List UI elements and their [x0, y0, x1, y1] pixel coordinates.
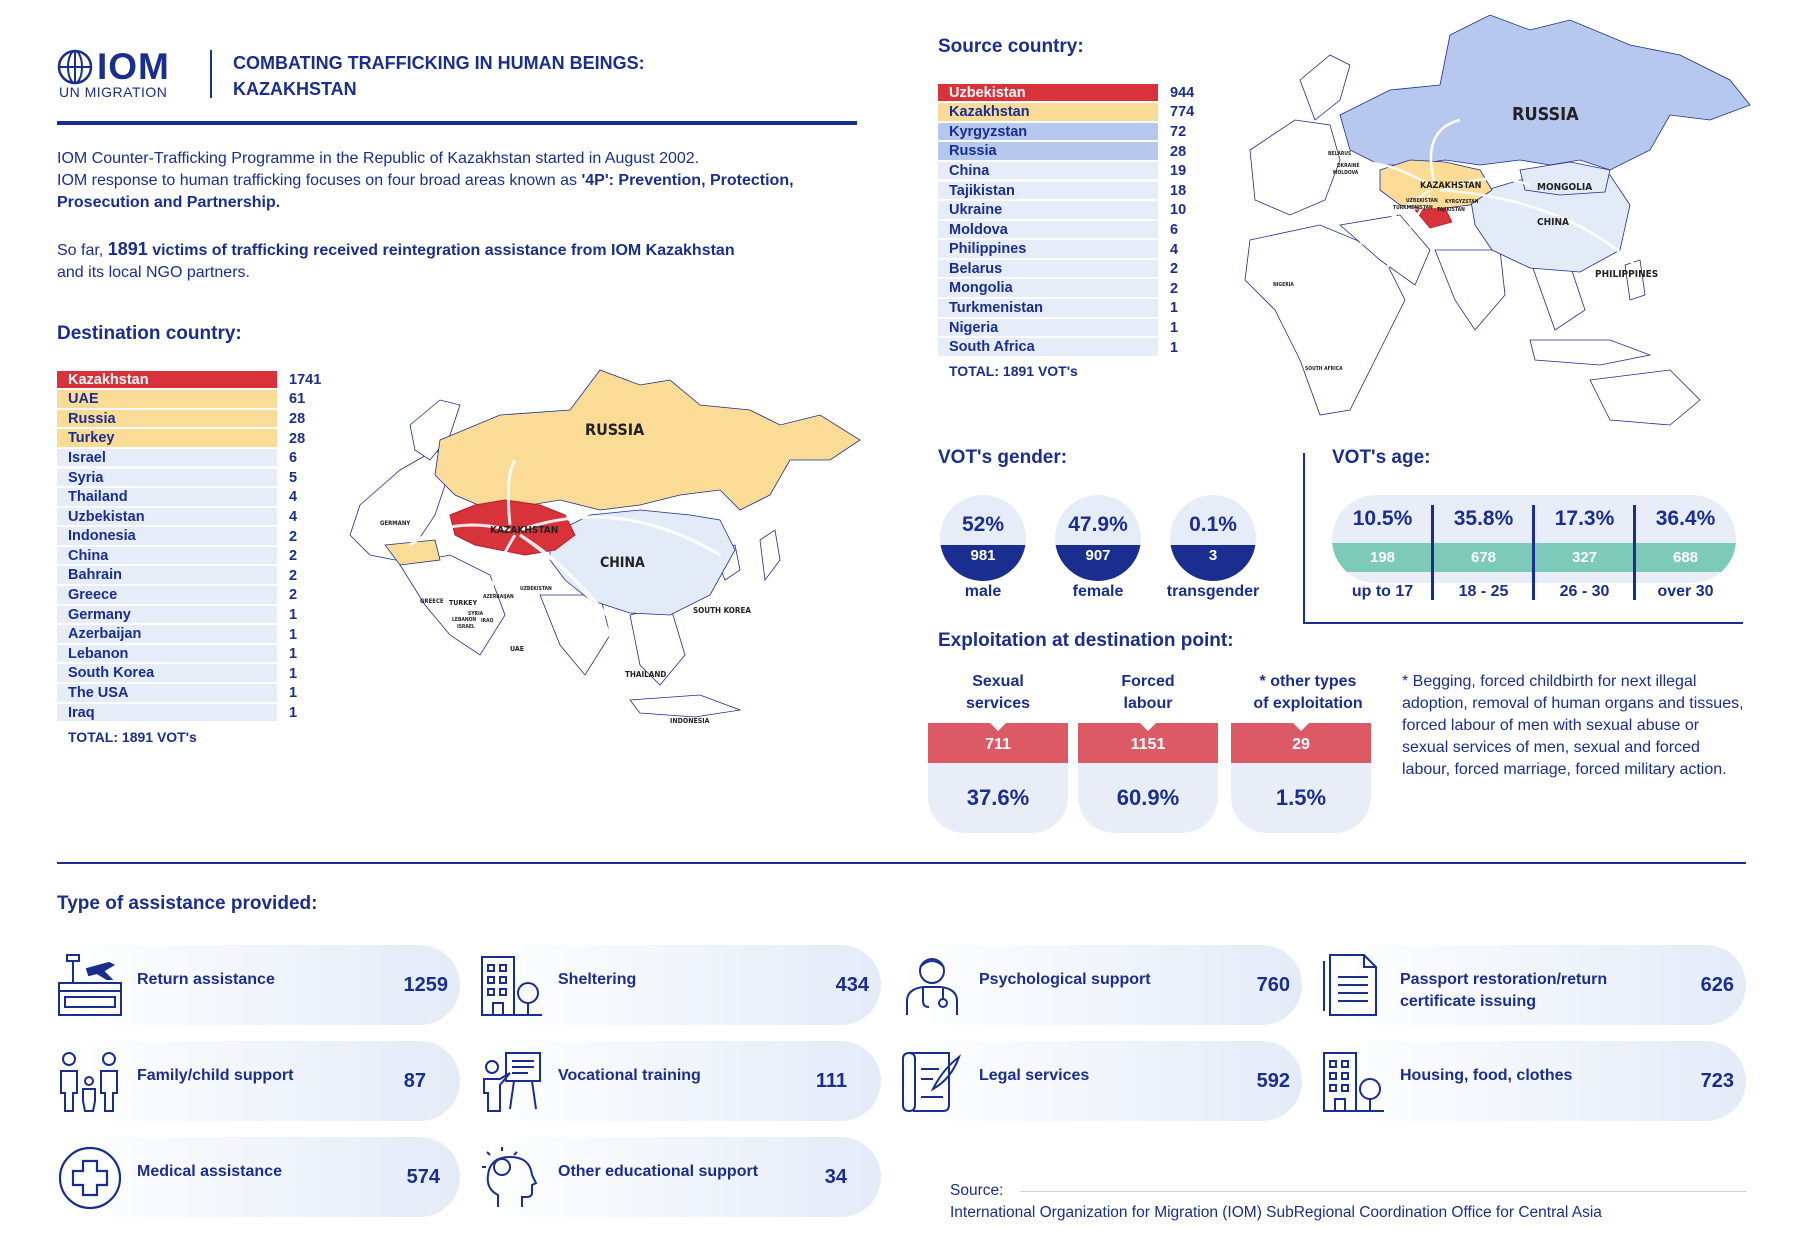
victims-count: 1891	[107, 239, 148, 259]
map-label-china: CHINA	[600, 555, 645, 571]
table-row	[57, 468, 321, 488]
country-name: Russia	[938, 142, 1158, 161]
country-value: 2	[289, 548, 298, 565]
exploitation-heading-line: Sexual	[972, 673, 1024, 690]
assistance-legal	[899, 1041, 1302, 1121]
table-row	[938, 279, 1194, 299]
teacher-icon	[478, 1049, 544, 1115]
table-row	[938, 122, 1194, 142]
exploitation-heading	[1078, 671, 1218, 715]
country-value: 1	[289, 606, 298, 623]
table-row	[938, 259, 1194, 279]
map-label-russia: RUSSIA	[1512, 104, 1579, 125]
country-value: 774	[1170, 104, 1195, 121]
exploitation-count: 29	[1292, 736, 1310, 753]
country-value: 1	[1170, 300, 1179, 317]
map-label-lebanon: LEBANON	[452, 617, 477, 623]
assistance-value: 760	[1256, 974, 1290, 996]
iom-logo	[57, 47, 207, 99]
country-value: 6	[1170, 221, 1179, 238]
age-group-2	[1433, 495, 1534, 572]
assistance-label: Legal services	[979, 1067, 1090, 1084]
map-label-uzbekistan: UZBEKISTAN	[1406, 198, 1438, 204]
country-name: Iraq	[57, 704, 277, 723]
intro-paragraph-2	[57, 238, 887, 284]
country-value: 944	[1170, 84, 1195, 101]
country-name: South Korea	[57, 664, 277, 683]
country-name: Belarus	[938, 260, 1158, 279]
exploitation-card-labour	[1078, 723, 1218, 833]
country-name: Kazakhstan	[938, 103, 1158, 122]
source-table	[938, 83, 1194, 379]
map-label-turkmenistan: TURKMENISTAN	[1393, 205, 1433, 211]
globe-logo-icon	[57, 49, 93, 85]
table-row	[57, 527, 321, 547]
gender-label: male	[964, 583, 1002, 600]
country-name: Moldova	[938, 221, 1158, 240]
map-label-germany: GERMANY	[380, 520, 411, 527]
table-row	[57, 684, 321, 704]
country-name: Uzbekistan	[57, 508, 277, 527]
house-icon	[1320, 1049, 1386, 1115]
assistance-label: Psychological support	[979, 971, 1151, 988]
country-value: 10	[1170, 202, 1187, 219]
table-row	[57, 625, 321, 645]
assistance-sheltering	[478, 945, 881, 1025]
assistance-value: 1259	[403, 974, 448, 996]
exploitation-footnote: * Begging, forced childbirth for next illegal adoption, removal of human organs and tissues, forced labour of men with sexual abuse or sexual services of men, sexual and forced labour, forced marriage, forced military action.	[1402, 673, 1744, 778]
age-count: 327	[1571, 549, 1598, 566]
assistance-label: Medical assistance	[137, 1163, 282, 1180]
exploitation-card-other	[1231, 723, 1371, 833]
assistance-value: 723	[1700, 1070, 1734, 1092]
country-value: 1	[289, 685, 298, 702]
gender-count: 3	[1170, 545, 1256, 581]
table-total: TOTAL: 1891 VOT's	[949, 363, 1078, 380]
table-row	[938, 220, 1194, 240]
age-label: over 30	[1657, 583, 1714, 600]
assistance-value: 34	[824, 1166, 847, 1188]
table-row	[57, 664, 321, 684]
age-group-3	[1534, 495, 1635, 572]
title-line-1: COMBATING TRAFFICKING IN HUMAN BEINGS:	[233, 53, 645, 73]
country-value: 2	[1170, 261, 1179, 278]
assistance-housing	[1320, 1041, 1746, 1121]
country-value: 1	[289, 704, 298, 721]
country-value: 19	[1170, 163, 1187, 180]
intro-line: So far,	[57, 242, 108, 259]
exploitation-pct: 60.9%	[1116, 785, 1180, 810]
country-name: Turkmenistan	[938, 299, 1158, 318]
map-label-moldova: MOLDOVA	[1333, 170, 1359, 176]
table-row	[938, 103, 1194, 123]
doctor-icon	[899, 953, 965, 1019]
age-pct: 17.3%	[1554, 507, 1615, 530]
gender-female-circle	[1055, 495, 1141, 581]
map-label-iraq: IRAQ	[481, 618, 494, 624]
assistance-label: Passport restoration/return certificate issuing	[1400, 971, 1608, 1010]
intro-line: IOM Counter-Trafficking Programme in the Republic of Kazakhstan started in August 2002.	[57, 150, 700, 167]
age-title: VOT's age:	[1332, 447, 1431, 468]
map-label-israel: ISRAEL	[457, 624, 475, 630]
age-label: 18 - 25	[1458, 583, 1509, 600]
assistance-value: 592	[1256, 1070, 1290, 1092]
map-label-azerbaijan: AZERBAIJAN	[483, 594, 514, 600]
country-name: Nigeria	[938, 319, 1158, 338]
map-label-belarus: BELARUS	[1328, 151, 1352, 157]
country-name: Philippines	[938, 240, 1158, 259]
logo-subtitle: UN MIGRATION	[59, 84, 168, 100]
map-label-kazakhstan: KAZAKHSTAN	[490, 525, 559, 536]
country-name: Thailand	[57, 488, 277, 507]
table-row	[938, 161, 1194, 181]
section-divider	[1303, 453, 1305, 623]
country-name: Bahrain	[57, 566, 277, 585]
assistance-value: 111	[815, 1070, 847, 1092]
map-label-tajikistan: TAJIKISTAN	[1437, 207, 1465, 213]
country-value: 1741	[289, 371, 322, 388]
country-name: Russia	[57, 410, 277, 429]
country-name: South Africa	[938, 338, 1158, 357]
country-value: 2	[289, 587, 298, 604]
assistance-medical	[57, 1137, 460, 1217]
country-value: 6	[289, 450, 298, 467]
notch-marker	[990, 723, 1006, 731]
destination-table	[57, 370, 321, 745]
exploitation-heading-line: of exploitation	[1253, 695, 1363, 712]
map-label-china: CHINA	[1537, 217, 1569, 228]
age-label: up to 17	[1351, 583, 1414, 600]
country-name: China	[57, 547, 277, 566]
country-value: 2	[289, 567, 298, 584]
japan-shape	[760, 530, 780, 580]
age-group-1	[1332, 495, 1433, 572]
russia-shape	[435, 370, 860, 510]
gender-label: transgender	[1166, 583, 1260, 600]
assistance-title: Type of assistance provided:	[57, 893, 318, 914]
exploitation-heading	[928, 671, 1068, 715]
table-row	[938, 201, 1194, 221]
gender-label: female	[1072, 583, 1124, 600]
intro-line: and its local NGO partners.	[57, 264, 250, 281]
table-row	[57, 488, 321, 508]
map-label-ukraine: UKRAINE	[1337, 163, 1360, 169]
source-map	[1230, 10, 1760, 430]
assistance-label: Family/child support	[137, 1067, 294, 1084]
map-label-kyrgyzstan: KYRGYZSTAN	[1445, 199, 1479, 205]
australia-shape	[1590, 370, 1700, 425]
table-row	[57, 370, 321, 390]
assistance-vocational	[478, 1041, 881, 1121]
age-group-4	[1635, 495, 1736, 572]
exploitation-heading-line: * other types	[1259, 673, 1357, 690]
country-name: The USA	[57, 684, 277, 703]
country-name: Israel	[57, 449, 277, 468]
exploitation-count-bar	[928, 723, 1068, 763]
notch-marker	[1140, 723, 1156, 731]
country-value: 4	[289, 508, 298, 525]
map-label-mongolia: MONGOLIA	[1537, 182, 1593, 193]
country-name: Mongolia	[938, 279, 1158, 298]
map-label-uzbekistan: UZBEKISTAN	[520, 586, 552, 592]
map-label-kazakhstan: KAZAKHSTAN	[1420, 181, 1482, 191]
section-divider	[1303, 622, 1743, 624]
gender-pct: 52%	[961, 513, 1005, 536]
exploitation-card-sexual	[928, 723, 1068, 833]
country-value: 1	[1170, 339, 1179, 356]
table-row	[57, 429, 321, 449]
country-value: 2	[1170, 280, 1179, 297]
gender-male-circle	[940, 495, 1026, 581]
source-label: Source:	[950, 1182, 1004, 1199]
country-name: Tajikistan	[938, 182, 1158, 201]
intro-paragraph-1	[57, 148, 887, 214]
intro-line: IOM response to human trafficking focuses on four broad areas known as	[57, 172, 582, 189]
gender-transgender-circle	[1170, 495, 1256, 581]
table-row	[57, 546, 321, 566]
assistance-value: 434	[835, 974, 869, 996]
table-row	[57, 586, 321, 606]
table-row	[57, 448, 321, 468]
age-pct: 10.5%	[1352, 507, 1413, 530]
exploitation-count: 711	[985, 736, 1011, 753]
country-name: Kazakhstan	[57, 371, 277, 390]
logo-text: IOM	[97, 46, 170, 87]
table-row	[57, 390, 321, 410]
title-line-2: KAZAKHSTAN	[233, 79, 357, 99]
country-value: 1	[289, 646, 298, 663]
country-value: 28	[289, 410, 306, 427]
assistance-label: Sheltering	[558, 971, 637, 988]
building-icon	[478, 953, 544, 1019]
age-count: 688	[1672, 549, 1699, 566]
header-divider	[210, 50, 212, 98]
exploitation-count: 1151	[1130, 736, 1166, 753]
assistance-value: 574	[406, 1166, 440, 1188]
country-value: 1	[289, 665, 298, 682]
country-name: Turkey	[57, 429, 277, 448]
assistance-value: 626	[1700, 974, 1734, 996]
country-name: China	[938, 162, 1158, 181]
table-row	[938, 338, 1194, 358]
table-total: TOTAL: 1891 VOT's	[68, 728, 197, 745]
assistance-family	[57, 1041, 460, 1121]
family-icon	[57, 1049, 123, 1115]
age-count: 678	[1470, 549, 1497, 566]
source-title: Source country:	[938, 36, 1084, 57]
country-value: 28	[289, 430, 306, 447]
map-label-greece: GREECE	[420, 598, 444, 605]
table-row	[57, 703, 321, 723]
assistance-return	[57, 945, 460, 1025]
map-label-south-korea: SOUTH KOREA	[693, 606, 751, 615]
assistance-value: 87	[403, 1070, 426, 1092]
country-value: 1	[1170, 319, 1179, 336]
table-row	[57, 566, 321, 586]
age-pct: 36.4%	[1655, 507, 1716, 530]
country-name: Azerbaijan	[57, 625, 277, 644]
exploitation-heading	[1228, 671, 1388, 715]
table-row	[57, 644, 321, 664]
gender-count: 907	[1055, 545, 1141, 581]
country-name: Indonesia	[57, 527, 277, 546]
intro-bold: victims of trafficking received reintegration assistance from IOM Kazakhstan	[147, 242, 735, 259]
header-rule	[57, 121, 857, 125]
country-name: Kyrgyzstan	[938, 123, 1158, 142]
document-icon	[1320, 953, 1386, 1019]
gender-count: 981	[940, 545, 1026, 581]
destination-map	[340, 365, 890, 745]
europe-shape	[1250, 120, 1340, 215]
map-label-philippines: PHILIPPINES	[1595, 269, 1659, 280]
country-value: 18	[1170, 182, 1187, 199]
destination-title: Destination country:	[57, 323, 242, 344]
table-row	[938, 318, 1194, 338]
table-row	[938, 83, 1194, 103]
map-label-thailand: THAILAND	[625, 670, 667, 679]
country-value: 5	[289, 469, 298, 486]
exploitation-heading-line: labour	[1123, 695, 1173, 712]
gender-pct: 47.9%	[1068, 513, 1128, 536]
map-label-syria: SYRIA	[468, 611, 484, 617]
map-label-south-africa: SOUTH AFRICA	[1305, 366, 1343, 372]
country-name: Ukraine	[938, 201, 1158, 220]
age-label: 26 - 30	[1559, 583, 1610, 600]
country-value: 1	[289, 626, 298, 643]
table-row	[57, 409, 321, 429]
map-label-russia: RUSSIA	[585, 420, 645, 439]
notch-marker	[1293, 723, 1309, 731]
airport-icon	[57, 953, 123, 1019]
country-name: Uzbekistan	[938, 84, 1158, 103]
map-label-turkey: TURKEY	[449, 599, 478, 607]
age-count: 198	[1369, 549, 1396, 566]
russia-shape	[1340, 15, 1750, 170]
exploitation-count-bar	[1078, 723, 1218, 763]
exploitation-heading-line: Forced	[1121, 673, 1175, 690]
assistance-psychological	[899, 945, 1302, 1025]
assistance-label: Return assistance	[137, 971, 275, 988]
map-label-uae: UAE	[510, 645, 525, 653]
map-label-indonesia: INDONESIA	[670, 717, 710, 725]
age-pct: 35.8%	[1453, 507, 1514, 530]
indonesia-shape	[630, 695, 740, 717]
head-idea-icon	[478, 1145, 544, 1211]
gender-pct: 0.1%	[1189, 513, 1237, 536]
scandinavia-shape	[1300, 55, 1350, 120]
country-value: 72	[1170, 123, 1187, 140]
source-text: International Organization for Migration (IOM) SubRegional Coordination Office for Central Asia	[950, 1204, 1602, 1221]
country-value: 4	[1170, 241, 1179, 258]
table-row	[938, 240, 1194, 260]
exploitation-pct: 1.5%	[1275, 785, 1327, 810]
indonesia-shape	[1530, 340, 1650, 365]
country-value: 4	[289, 489, 298, 506]
table-row	[57, 507, 321, 527]
four-p-text: '4P': Prevention, Protection, Prosecution and Partnership.	[57, 172, 794, 211]
country-value: 61	[289, 391, 306, 408]
page-title	[233, 50, 753, 102]
country-value: 2	[289, 528, 298, 545]
section-divider	[57, 862, 1746, 864]
country-name: Syria	[57, 469, 277, 488]
exploitation-count-bar	[1231, 723, 1371, 763]
assistance-label: Vocational training	[558, 1067, 701, 1084]
medical-cross-icon	[57, 1145, 123, 1211]
scroll-quill-icon	[899, 1049, 965, 1115]
assistance-label: Housing, food, clothes	[1400, 1067, 1573, 1084]
exploitation-heading-line: services	[965, 695, 1031, 712]
assistance-education	[478, 1137, 881, 1217]
exploitation-title: Exploitation at destination point:	[938, 630, 1234, 651]
country-name: UAE	[57, 390, 277, 409]
country-value: 28	[1170, 143, 1187, 160]
country-name: Lebanon	[57, 645, 277, 664]
table-row	[938, 142, 1194, 162]
country-name: Greece	[57, 586, 277, 605]
map-label-nigeria: NIGERIA	[1273, 282, 1294, 288]
gender-title: VOT's gender:	[938, 447, 1068, 468]
exploitation-pct: 37.6%	[966, 785, 1030, 810]
table-row	[938, 181, 1194, 201]
assistance-label: Other educational support	[558, 1163, 759, 1180]
table-row	[57, 605, 321, 625]
country-name: Germany	[57, 606, 277, 625]
table-row	[938, 299, 1194, 319]
source-note	[950, 1180, 1602, 1224]
south-asia-shape	[1435, 250, 1505, 330]
assistance-passport	[1320, 945, 1746, 1025]
